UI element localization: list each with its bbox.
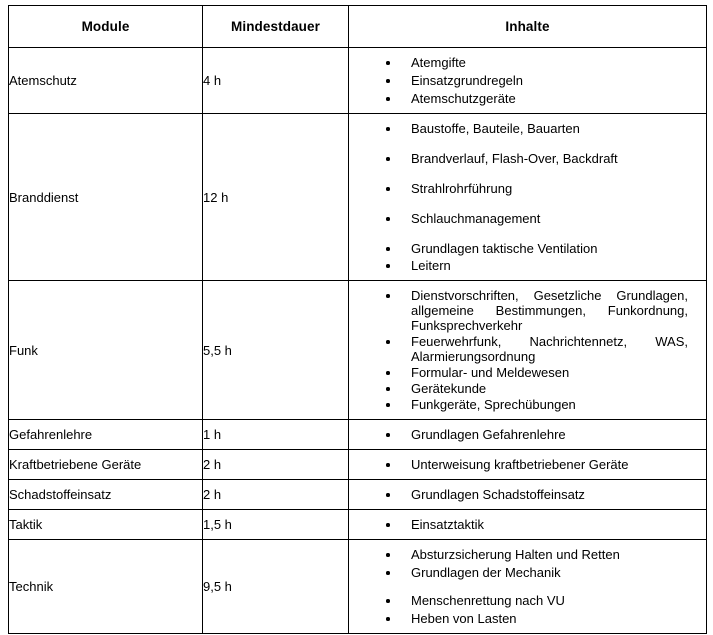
cell-module: Funk xyxy=(9,281,203,420)
table-row xyxy=(9,450,707,480)
list-item: Schlauchmanagement xyxy=(349,211,697,226)
content-list xyxy=(349,281,706,419)
list-item: Dienstvorschriften, Gesetzliche Grundlagen, allgemeine Bestimmungen, Funkordnung, Funksprechverkehr xyxy=(349,288,697,333)
content-list xyxy=(349,540,706,633)
cell-contents xyxy=(349,114,707,281)
module-training-table xyxy=(8,5,707,634)
cell-duration: 12 h xyxy=(203,114,349,281)
list-item: Baustoffe, Bauteile, Bauarten xyxy=(349,121,697,136)
table-header xyxy=(9,6,707,48)
list-item: Grundlagen Gefahrenlehre xyxy=(349,427,697,442)
column-header-duration: Mindestdauer xyxy=(203,6,349,48)
cell-module: Atemschutz xyxy=(9,48,203,114)
content-list xyxy=(349,450,706,479)
list-item: Menschenrettung nach VU xyxy=(349,593,697,608)
cell-duration: 9,5 h xyxy=(203,540,349,634)
list-item: Einsatzgrundregeln xyxy=(349,73,697,88)
list-item: Leitern xyxy=(349,258,697,273)
table-row xyxy=(9,114,707,281)
list-item: Formular- und Meldewesen xyxy=(349,365,697,380)
cell-duration: 5,5 h xyxy=(203,281,349,420)
cell-module: Taktik xyxy=(9,510,203,540)
table-body xyxy=(9,48,707,634)
cell-module: Technik xyxy=(9,540,203,634)
cell-contents xyxy=(349,420,707,450)
table-row xyxy=(9,420,707,450)
cell-contents xyxy=(349,450,707,480)
content-list xyxy=(349,480,706,509)
list-item: Gerätekunde xyxy=(349,381,697,396)
cell-module: Gefahrenlehre xyxy=(9,420,203,450)
list-item: Funkgeräte, Sprechübungen xyxy=(349,397,697,412)
list-item: Strahlrohrführung xyxy=(349,181,697,196)
list-item: Heben von Lasten xyxy=(349,611,697,626)
table-row xyxy=(9,48,707,114)
column-header-contents: Inhalte xyxy=(349,6,707,48)
content-list xyxy=(349,114,706,280)
table-row xyxy=(9,510,707,540)
cell-duration: 2 h xyxy=(203,480,349,510)
cell-contents xyxy=(349,281,707,420)
cell-duration: 1,5 h xyxy=(203,510,349,540)
list-item: Atemschutzgeräte xyxy=(349,91,697,106)
list-item: Feuerwehrfunk, Nachrichtennetz, WAS, Alarmierungsordnung xyxy=(349,334,697,364)
list-item: Einsatztaktik xyxy=(349,517,697,532)
list-item: Grundlagen Schadstoffeinsatz xyxy=(349,487,697,502)
cell-module: Kraftbetriebene Geräte xyxy=(9,450,203,480)
content-list xyxy=(349,420,706,449)
table-row xyxy=(9,281,707,420)
cell-contents xyxy=(349,510,707,540)
cell-contents xyxy=(349,540,707,634)
list-item: Grundlagen taktische Ventilation xyxy=(349,241,697,256)
list-item: Atemgifte xyxy=(349,55,697,70)
list-item: Absturzsicherung Halten und Retten xyxy=(349,547,697,562)
content-list xyxy=(349,48,706,113)
cell-module: Schadstoffeinsatz xyxy=(9,480,203,510)
cell-module: Branddienst xyxy=(9,114,203,281)
table-row xyxy=(9,540,707,634)
cell-contents xyxy=(349,48,707,114)
content-list xyxy=(349,510,706,539)
cell-duration: 1 h xyxy=(203,420,349,450)
cell-duration: 2 h xyxy=(203,450,349,480)
cell-duration: 4 h xyxy=(203,48,349,114)
column-header-module: Module xyxy=(9,6,203,48)
table-row xyxy=(9,480,707,510)
list-item: Unterweisung kraftbetriebener Geräte xyxy=(349,457,697,472)
list-item: Grundlagen der Mechanik xyxy=(349,565,697,580)
list-item: Brandverlauf, Flash-Over, Backdraft xyxy=(349,151,697,166)
table-header-row xyxy=(9,6,707,48)
cell-contents xyxy=(349,480,707,510)
